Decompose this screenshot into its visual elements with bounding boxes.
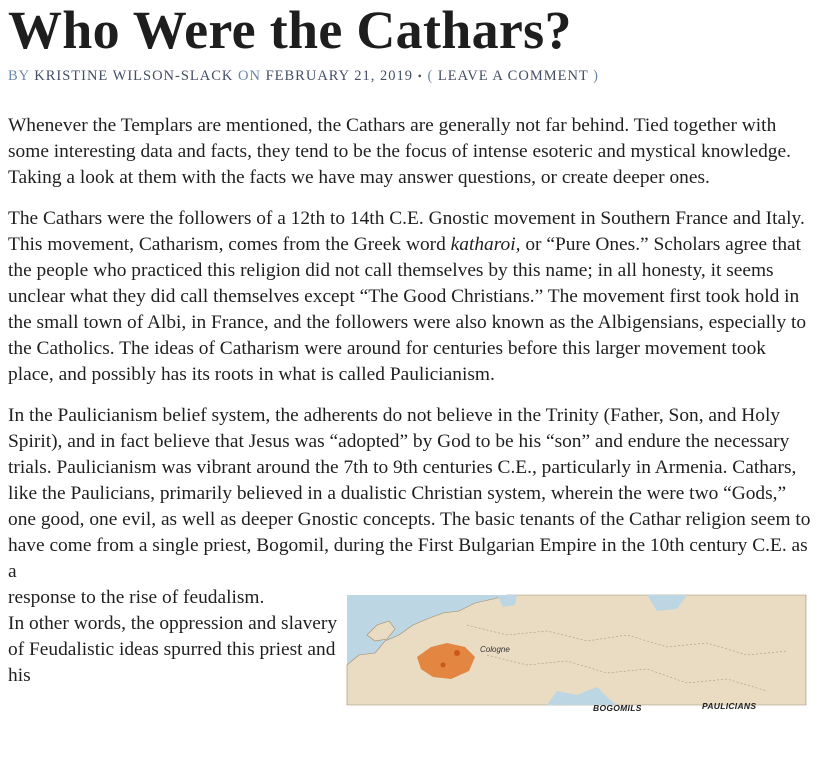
leave-comment-link[interactable]: LEAVE A COMMENT: [437, 68, 589, 84]
paragraph-3-tail-rest: In other words, the oppression and slavery of Feudalistic ideas spurred this priest and his: [8, 613, 338, 686]
paragraph-3: In the Paulicianism belief system, the adherents do not believe in the Trinity (Father, Son, and Holy Spirit), and in fact believe that Jesus was “adopted” by God to be his “son” and endure the necessary trials. Paulicianism was vibrant around the 7th to 9th centuries C.E., particularly in Armenia. Cathars, like the Paulicians, primarily believed in a dualistic Christian system, wherein the were two “Gods,” one good, one evil, as well as deeper Gnostic concepts. The basic tenants of the Cathar religion seem to have come from a single priest, Bogomil, during the First Bulgarian Empire in the 10th century C.E. as a: [8, 405, 811, 582]
paragraph-3-tail: [8, 585, 338, 689]
post-content: [8, 113, 812, 713]
author-link[interactable]: KRISTINE WILSON-SLACK: [34, 68, 234, 84]
page-title: Who Were the Cathars?: [8, 0, 572, 60]
paragraph-2: [8, 206, 812, 388]
paragraph-2-text-a: The Cathars were the followers of a 12th to 14th C.E. Gnostic movement in Southern France and Italy. This movement, Catharism, comes from the Greek word: [8, 208, 805, 255]
map-image: [347, 595, 806, 713]
meta-open-paren: (: [427, 68, 434, 84]
map-graphic: [347, 595, 806, 705]
paragraph-2-text-b: or “Pure Ones.” Scholars agree that the people who practiced this religion did not call themselves by this name; in all honesty, it seems unclear what they did call themselves except “The Good Christians.” The movement first took hold in the small town of Albi, in France, and the followers were also known as the Albigensians, especially to the Catholics. The ideas of Catharism were around for centuries before this larger movement took place, and possibly has its roots in what is called Paulicianism.: [8, 234, 807, 385]
meta-bullet: •: [417, 69, 423, 83]
map-label-bogomils: BOGOMILS: [593, 703, 642, 713]
meta-close-paren: ): [593, 68, 599, 84]
date-link[interactable]: FEBRUARY 21, 2019: [265, 68, 413, 84]
meta-on: ON: [238, 68, 261, 84]
meta-by: BY: [8, 68, 30, 84]
paragraph-3-tail-line-1: response to the rise of feudalism.: [8, 587, 265, 608]
article: [8, 0, 812, 713]
emphasis-katharoi: katharoi,: [450, 234, 521, 255]
wrapped-section: [8, 585, 812, 713]
paragraph-1: Whenever the Templars are mentioned, the Cathars are generally not far behind. Tied together with some interesting data and facts, they tend to be the focus of intense esoteric and mystical knowledge. Taking a look at them with the facts we have may answer questions, or create deeper ones.: [8, 115, 791, 188]
map-label-paulicians: PAULICIANS: [702, 701, 757, 711]
post-meta: [8, 64, 812, 88]
map-label-cologne: Cologne: [480, 645, 510, 654]
